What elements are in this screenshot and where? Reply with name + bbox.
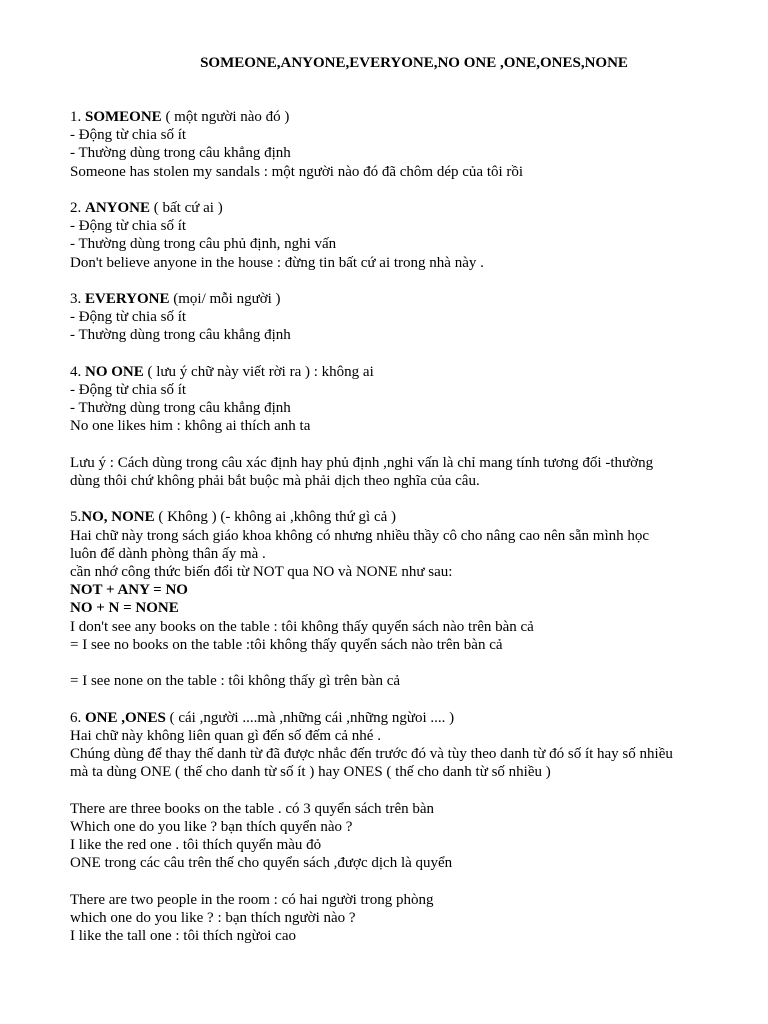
formula-line: NOT + ANY = NO	[70, 582, 188, 599]
example-line: Someone has stolen my sandals : một người nào đó đã chôm dép của tôi rồi	[70, 163, 524, 180]
note-line: dùng thôi chứ không phải bắt buộc mà phải dịch theo nghĩa của câu.	[70, 473, 480, 489]
section-heading-one-ones: 6. ONE ,ONES ( cái ,người ....mà ,những cái ,những ngừoi .... )	[70, 709, 455, 726]
term-anyone: ANYONE	[85, 200, 151, 216]
rule-line: - Thường dùng trong câu khẳng định	[70, 400, 291, 417]
section-heading-anyone: 2. ANYONE ( bất cứ ai )	[70, 200, 223, 216]
example-line: No one likes him : không ai thích anh ta	[70, 418, 311, 435]
rule-line: - Thường dùng trong câu khẳng định	[70, 145, 291, 162]
document-title: SOMEONE,ANYONE,EVERYONE,NO ONE ,ONE,ONES,NONE	[200, 55, 628, 71]
example-line: I like the tall one : tôi thích ngừoi cao	[70, 928, 296, 944]
term-someone: SOMEONE	[85, 109, 162, 125]
example-line: I like the red one . tôi thích quyển màu đỏ	[70, 837, 322, 853]
example-line: which one do you like ? : bạn thích người nào ?	[70, 909, 356, 926]
term-no-one: NO ONE	[85, 363, 144, 380]
example-line: I don't see any books on the table : tôi không thấy quyển sách nào trên bàn cả	[70, 618, 534, 635]
paragraph-line: mà ta dùng ONE ( thế cho danh từ số ít ) hay ONES ( thế cho danh từ số nhiều )	[70, 764, 551, 781]
paragraph-line: Chúng dùng để thay thế danh từ đã được nhắc đến trước đó và tùy theo danh từ đó số ít hay số nhiều	[70, 746, 673, 762]
paragraph-line: Hai chữ này trong sách giáo khoa không có nhưng nhiều thầy cô cho nâng cao nên sẵn mình học	[70, 527, 650, 544]
paragraph-line: luôn để dành phòng thân ấy mà .	[70, 545, 266, 562]
section-heading-no-none: 5.NO, NONE ( Không ) (- không ai ,không thứ gì cả )	[70, 509, 397, 526]
rule-line: - Thường dùng trong câu khẳng định	[70, 327, 291, 344]
rule-line: - Động từ chia số ít	[70, 309, 187, 326]
formula-line: NO + N = NONE	[70, 600, 179, 617]
document-page	[70, 52, 740, 945]
paragraph-line: cần nhớ công thức biến đổi từ NOT qua NO và NONE như sau:	[70, 564, 453, 580]
example-line: = I see none on the table : tôi không thấy gì trên bàn cả	[70, 673, 401, 690]
term-everyone: EVERYONE	[85, 291, 170, 307]
term-one-ones: ONE ,ONES	[85, 709, 166, 726]
section-heading-no-one: 4. NO ONE ( lưu ý chữ này viết rời ra ) : không ai	[70, 363, 374, 380]
example-line: Don't believe anyone in the house : đừng tin bất cứ ai trong nhà này .	[70, 254, 484, 271]
section-heading-everyone: 3. EVERYONE (mọi/ mỗi người )	[70, 291, 281, 307]
rule-line: - Động từ chia số ít	[70, 382, 187, 398]
section-heading-someone: 1. SOMEONE ( một người nào đó )	[70, 109, 290, 125]
paragraph-line: Hai chữ này không liên quan gì đến số đếm cả nhé .	[70, 727, 381, 744]
rule-line: - Động từ chia số ít	[70, 127, 187, 144]
rule-line: - Động từ chia số ít	[70, 218, 187, 235]
example-line: There are three books on the table . có 3 quyển sách trên bàn	[70, 800, 435, 817]
rule-line: - Thường dùng trong câu phủ định, nghi vấn	[70, 236, 337, 253]
term-no-none: NO, NONE	[81, 509, 155, 526]
example-line: = I see no books on the table :tôi không thấy quyển sách nào trên bàn cả	[70, 636, 503, 653]
example-line: There are two people in the room : có hai người trong phòng	[70, 891, 434, 908]
example-line: ONE trong các câu trên thế cho quyển sách ,được dịch là quyển	[70, 855, 453, 872]
example-line: Which one do you like ? bạn thích quyển nào ?	[70, 818, 353, 835]
note-line: Lưu ý : Cách dùng trong câu xác định hay phủ định ,nghi vấn là chỉ mang tính tương đối -thường	[70, 454, 654, 471]
